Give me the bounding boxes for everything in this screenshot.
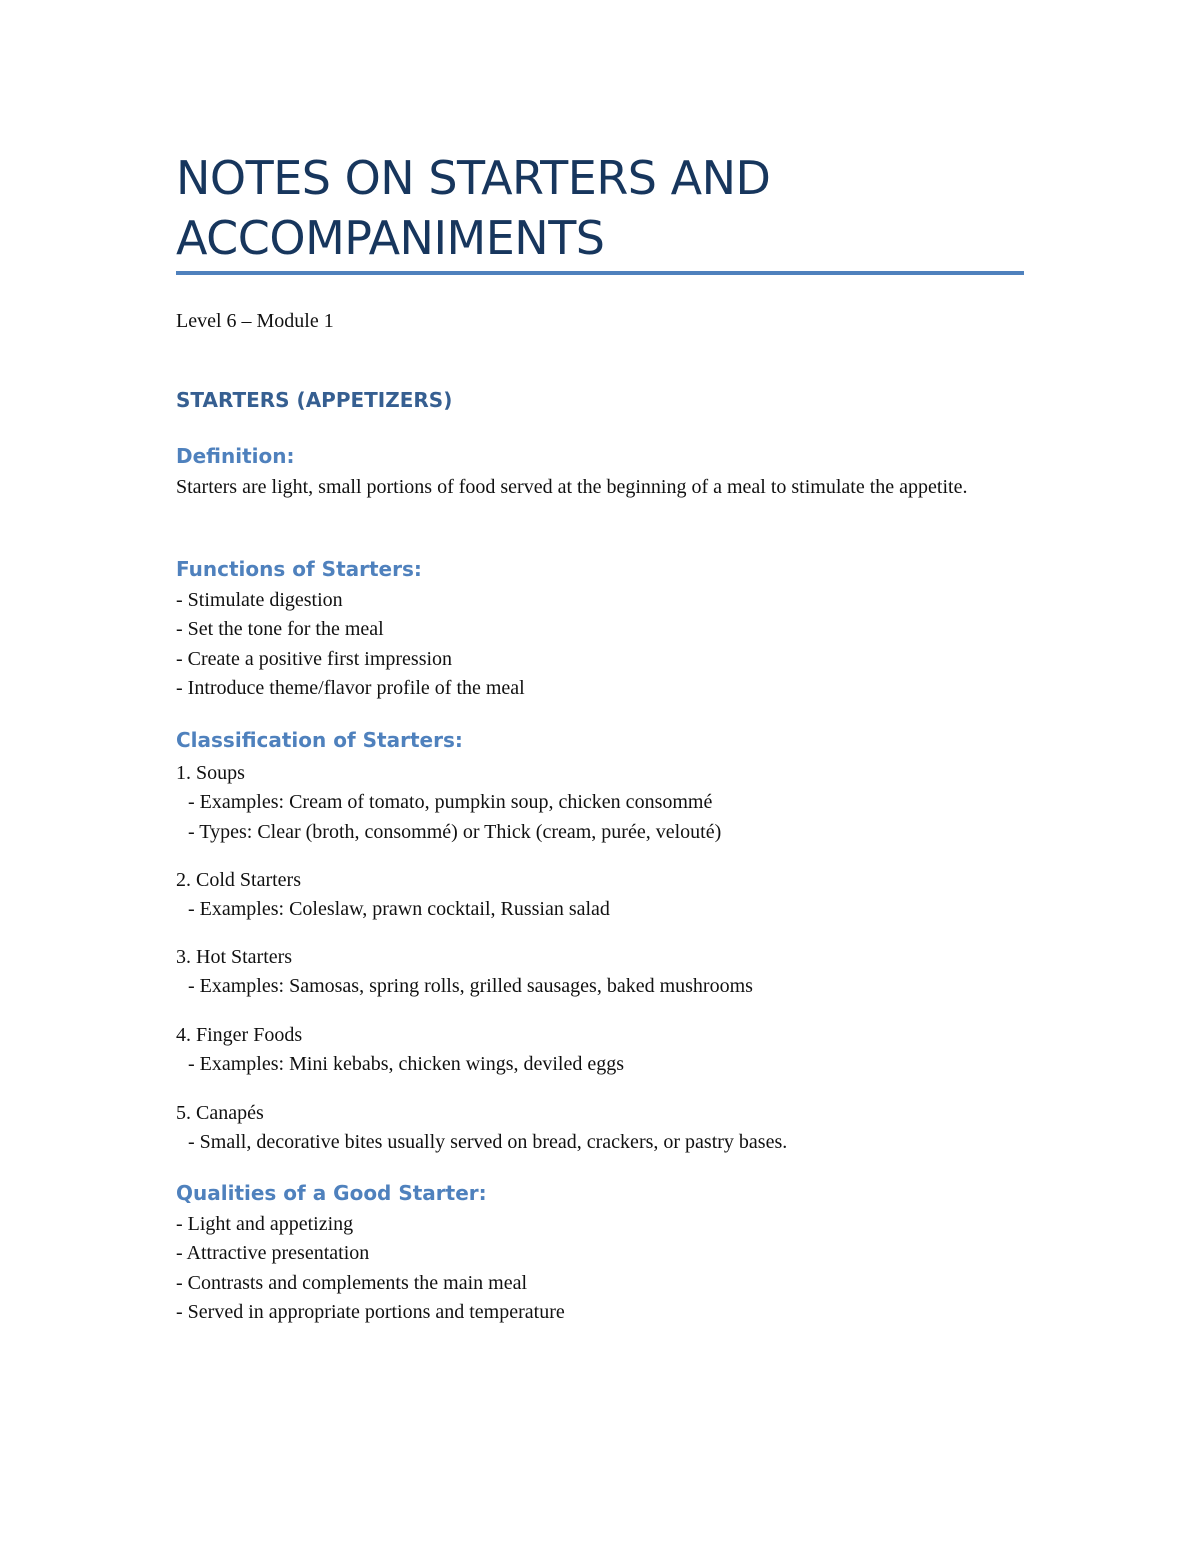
classification-group-title: 3. Hot Starters xyxy=(176,946,293,968)
title-block xyxy=(176,148,1024,268)
starters-section-heading: STARTERS (APPETIZERS) xyxy=(176,388,453,412)
qualities-heading: Qualities of a Good Starter: xyxy=(176,1181,487,1205)
qualities-item: - Served in appropriate portions and temperature xyxy=(176,1300,565,1323)
classification-group-title: 5. Canapés xyxy=(176,1102,264,1124)
classification-group-title: 4. Finger Foods xyxy=(176,1024,303,1046)
functions-item: - Set the tone for the meal xyxy=(176,618,384,641)
functions-item: - Introduce theme/flavor profile of the meal xyxy=(176,676,525,699)
qualities-block xyxy=(176,1179,1036,1327)
title-underline-rule xyxy=(176,271,1024,275)
classification-group-detail: - Examples: Cream of tomato, pumpkin soup, chicken consommé xyxy=(188,791,713,814)
classification-group-title: 2. Cold Starters xyxy=(176,869,301,891)
functions-list xyxy=(176,586,1036,703)
document-title-line-1: NOTES ON STARTERS AND xyxy=(176,151,771,205)
qualities-item: - Contrasts and complements the main meal xyxy=(176,1271,528,1294)
classification-group-detail: - Small, decorative bites usually served on bread, crackers, or pastry bases. xyxy=(188,1131,788,1154)
qualities-list xyxy=(176,1210,1036,1327)
classification-group-soups xyxy=(176,759,1036,847)
classification-heading: Classification of Starters: xyxy=(176,728,463,752)
functions-block xyxy=(176,555,1036,703)
starters-section-heading-block xyxy=(176,386,1036,414)
classification-group-detail: - Examples: Coleslaw, prawn cocktail, Russian salad xyxy=(188,898,610,921)
classification-group-cold-starters xyxy=(176,866,1036,925)
classification-group-canapes xyxy=(176,1099,1036,1158)
classification-block xyxy=(176,726,1036,754)
functions-item: - Stimulate digestion xyxy=(176,589,343,611)
qualities-item: - Light and appetizing xyxy=(176,1213,354,1235)
classification-group-detail: - Examples: Mini kebabs, chicken wings, deviled eggs xyxy=(188,1053,625,1076)
classification-group-detail: - Types: Clear (broth, consommé) or Thick (cream, purée, velouté) xyxy=(188,820,722,843)
functions-heading: Functions of Starters: xyxy=(176,557,422,581)
qualities-item: - Attractive presentation xyxy=(176,1242,370,1265)
document-title xyxy=(176,148,1024,268)
classification-group-finger-foods xyxy=(176,1021,1036,1080)
definition-text: Starters are light, small portions of food served at the beginning of a meal to stimulate the appetite. xyxy=(176,476,968,498)
classification-group-detail: - Examples: Samosas, spring rolls, grilled sausages, baked mushrooms xyxy=(188,975,753,998)
definition-block xyxy=(176,442,1036,502)
classification-group-title: 1. Soups xyxy=(176,762,245,784)
classification-group-hot-starters xyxy=(176,943,1036,1002)
definition-heading: Definition: xyxy=(176,444,295,468)
level-module-subtitle: Level 6 – Module 1 xyxy=(176,310,334,332)
functions-item: - Create a positive first impression xyxy=(176,647,453,670)
document-title-line-2: ACCOMPANIMENTS xyxy=(176,211,605,265)
